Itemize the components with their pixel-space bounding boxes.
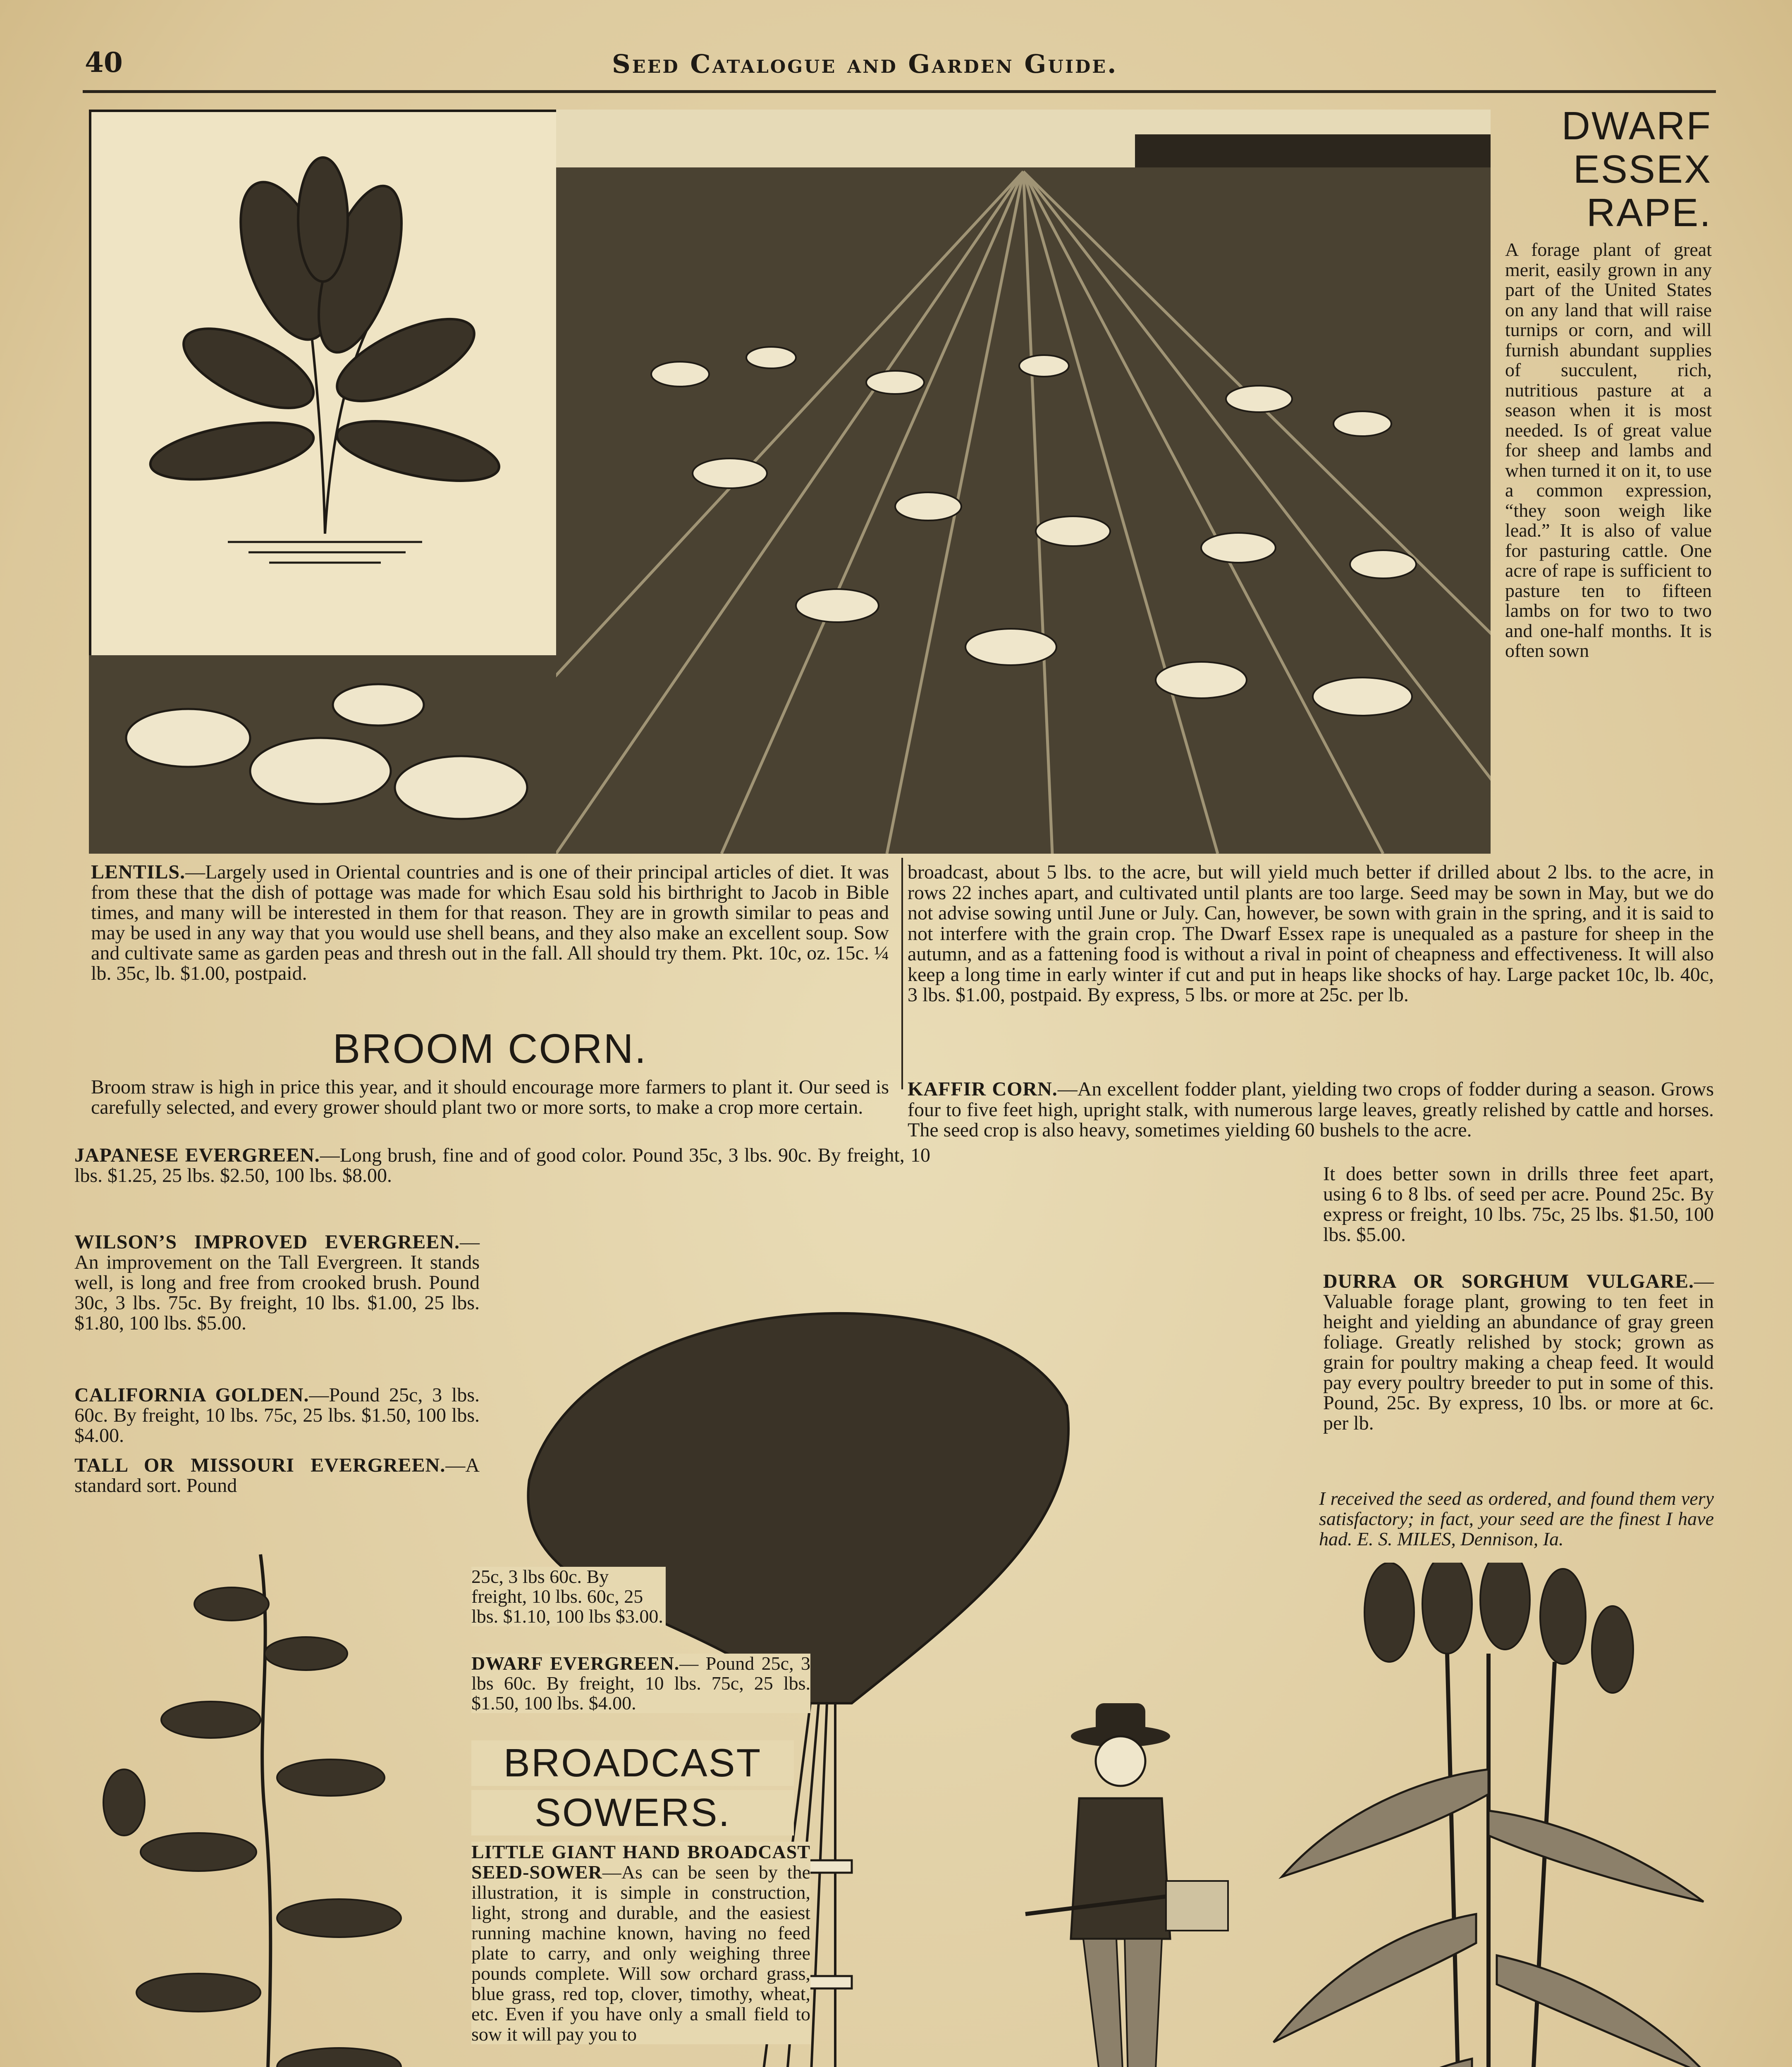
sowers-heading-2: SOWERS. <box>471 1790 794 1835</box>
japanese-evergreen-name: JAPANESE EVERGREEN. <box>74 1144 320 1166</box>
testimonial-signature: E. S. MILES, Dennison, Ia. <box>1357 1528 1564 1549</box>
durra-description <box>1323 1271 1714 1433</box>
little-giant-description <box>471 1842 810 2044</box>
lentils-text: —Largely used in Oriental countries and is one of their principal articles of diet. It was from these that the dish of pottage was made for which Esau sold his birthright to Jacob in Bible times, and many will be interested in them for that reason. They are in growth similar to peas and may be used in any way that you would use shell beans, and they also make an excellent soup. Sow and cultivate same as garden peas and thresh out in the fall. All should try them. Pkt. 10c, oz. 15c. ¼ lb. 35c, lb. $1.00, postpaid. <box>91 861 889 984</box>
california-text: —Pound 25c, 3 lbs. 60c. By freight, 10 lbs. 75c, 25 lbs. $1.50, 100 lbs. $4.00. <box>74 1384 480 1446</box>
lentils-plant-illustration <box>74 1521 463 2067</box>
broom-corn-heading: BROOM CORN. <box>332 1026 648 1072</box>
little-giant-sower-illustration <box>992 1674 1249 2067</box>
durra-text: —Valuable forage plant, growing to ten feet in height and yielding an abundance of gray green foliage. Greatly relished by stock; grown as grain for poultry making a cheap feed. It would pay every poultry breeder to put in some of this. Pound, 25c. By express, 10 lbs. or more at 6c. per lb. <box>1323 1270 1714 1434</box>
testimonial <box>1319 1488 1714 1549</box>
lentils-name: LENTILS. <box>91 861 186 883</box>
california-description <box>74 1385 480 1446</box>
kaffir-corn-description <box>908 1079 1714 1141</box>
japanese-evergreen-text: —Long brush, fine and of good color. Pound 35c, 3 lbs. 90c. By freight, 10 lbs. $1.25, 25 lbs. $2.50, 100 lbs. $8.00. <box>74 1144 931 1186</box>
header-rule <box>83 90 1716 93</box>
sheep-pasture-illustration <box>556 110 1491 854</box>
dwarf-evergreen-text: — Pound 25c, 3 lbs 60c. By freight, 10 lbs. 75c, 25 lbs. $1.50, 100 lbs. $4.00. <box>471 1653 811 1714</box>
rape-title-3: RAPE. <box>1586 191 1712 235</box>
little-giant-text: —As can be seen by the illustration, it is simple in construction, light, strong and durable, and the easiest running machine known, having no feed plate to carry, and only weighing three pounds complete. Will sow orchard grass, blue grass, red top, clover, timothy, wheat, etc. Even if you have only a small field to sow it will pay you to <box>471 1862 810 2045</box>
durra-name: DURRA OR SORGHUM VULGARE. <box>1323 1270 1694 1292</box>
california-name: CALIFORNIA GOLDEN. <box>74 1384 309 1406</box>
tall-missouri-description <box>74 1455 480 1496</box>
wilson-text: —An improvement on the Tall Evergreen. It stands well, is long and free from crooked brush. Pound 30c, 3 lbs. 75c. By freight, 10 lbs. $1.00, 25 lbs. $1.80, 100 lbs. $5.00. <box>74 1231 480 1334</box>
dwarf-evergreen-name: DWARF EVERGREEN. <box>471 1653 680 1674</box>
tall-missouri-name: TALL OR MISSOURI EVERGREEN. <box>74 1454 446 1476</box>
wilson-name: WILSON’S IMPROVED EVERGREEN. <box>74 1231 460 1253</box>
dwarf-evergreen-description <box>471 1654 810 1713</box>
kaffir-corn-name: KAFFIR CORN. <box>908 1078 1058 1100</box>
kaffir-corn-text: —An excellent fodder plant, yielding two crops of fodder during a season. Grows four to five feet high, upright stalk, with numerous large leaves, greatly relished by cattle and horses. The seed crop is also heavy, sometimes yielding 60 bushels to the acre. <box>908 1078 1714 1141</box>
lentils-description <box>91 862 889 983</box>
little-giant-name: LITTLE GIANT HAND BROADCAST SEED-SOWER <box>471 1841 810 1883</box>
rape-title-1: DWARF <box>1561 104 1712 148</box>
tall-missouri-text: —A standard sort. Pound <box>74 1454 480 1497</box>
rape-title-2: ESSEX <box>1573 147 1712 191</box>
testimonial-text: I received the seed as ordered, and found them very satisfactory; in fact, your seed are the finest I have had. <box>1319 1488 1714 1549</box>
wilson-description <box>74 1232 480 1333</box>
japanese-evergreen-description <box>74 1145 930 1186</box>
sowers-heading-1: BROADCAST <box>471 1740 794 1786</box>
broom-corn-intro: Broom straw is high in price this year, and it should encourage more farmers to plant it. Our seed is carefully selected, and every grower should plant two or more sorts, to make a crop more certain. <box>91 1076 889 1118</box>
rape-description-cont: broadcast, about 5 lbs. to the acre, but will yield much better if drilled about 2 lbs. to the acre, in rows 22 inches apart, and cultivated until plants are too large. Seed may be sown in May, but we do not advise sowing until June or July. Can, however, be sown with grain in the spring, and it is said to not interfere with the grain crop. The Dwarf Essex rape is unequaled as a pasture for sheep in the autumn, and as a fattening food is without a rival in point of cheapness and effectiveness. It will also keep a long time in early winter if cut and put in heaps like shocks of hay. Large packet 10c, lb. 40c, 3 lbs. $1.00, postpaid. By express, 5 lbs. or more at 25c. per lb. <box>908 861 1714 1006</box>
kaffir-corn-cont: It does better sown in drills three feet apart, using 6 to 8 lbs. of seed per acre. Pound 25c. By express or freight, 10 lbs. 75c, 25 lbs. $1.50, 100 lbs. $5.00. <box>1323 1163 1714 1246</box>
running-title: Seed Catalogue and Garden Guide. <box>612 49 1118 79</box>
kaffir-corn-illustration <box>1257 1563 1724 2067</box>
column-divider <box>901 858 903 1089</box>
page-number: 40 <box>85 46 123 79</box>
tall-missouri-cont: 25c, 3 lbs 60c. By freight, 10 lbs. 60c, 25 lbs. $1.10, 100 lbs $3.00. <box>471 1567 666 1626</box>
sheep-foreground-illustration <box>89 655 556 854</box>
rape-plant-illustration <box>89 110 561 660</box>
rape-description: A forage plant of great merit, easily grown in any part of the United States on any land that will raise turnips or corn, and will furnish abundant supplies of succulent, rich, nutritious pasture at a season when it is most needed. Is of great value for sheep and lambs and when turned it on it, to use a common expression, “they soon weigh like lead.” It is also of value for pasturing cattle. One acre of rape is sufficient to pasture ten to fifteen lambs on for two to two and one-half months. It is often sown <box>1505 239 1712 661</box>
